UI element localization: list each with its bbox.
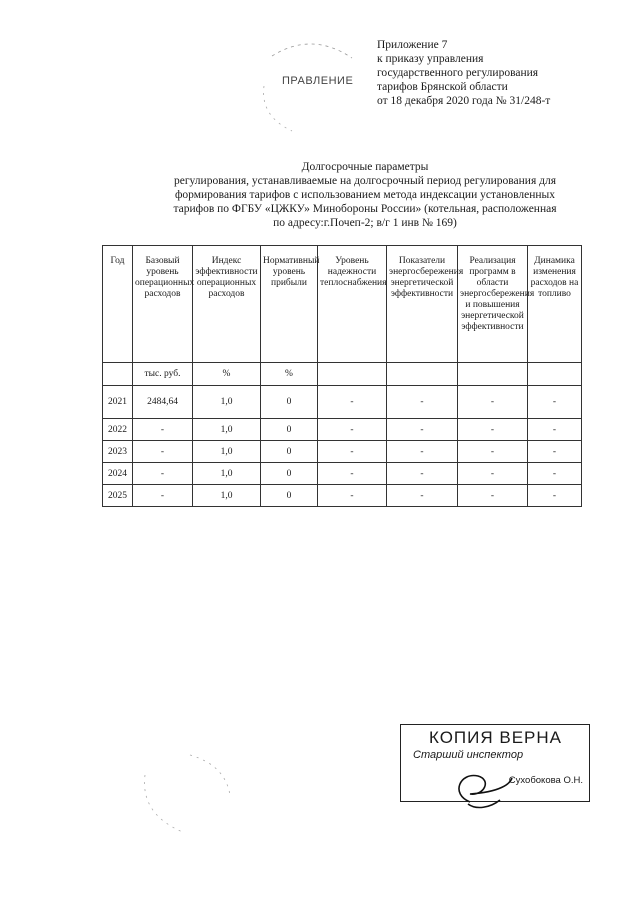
svg-text:ПРАВЛЕНИЕ: ПРАВЛЕНИЕ [282,75,354,87]
table-cell: 2024 [103,463,133,485]
parameters-table [102,245,582,507]
table-row [103,419,582,441]
table-cell: 0 [261,386,318,419]
header-line: к приказу управления [377,53,484,65]
table-cell: 2021 [103,386,133,419]
table-cell: - [387,441,458,463]
table-cell: - [528,419,582,441]
unit-cell: % [193,363,261,386]
header-line: Приложение 7 [377,39,448,51]
column-header: Динамика изменения расходов на топливо [528,246,582,363]
table-header-row [103,246,582,363]
column-header: Индекс эффективности операционных расходов [193,246,261,363]
table-row [103,463,582,485]
stamp-role: Старший инспектор [413,749,524,761]
table-cell: - [458,386,528,419]
table-cell: - [458,485,528,507]
column-header: Базовый уровень операционных расходов [133,246,193,363]
table-cell: 0 [261,485,318,507]
stamp-name: Сухобокова О.Н. [508,775,583,786]
title-line: регулирования, устанавливаемые на долгосрочный период регулирования для [173,175,556,187]
table-cell: 0 [261,463,318,485]
title-line: тарифов по ФГБУ «ЦЖКУ» Минобороны России» (котельная, расположенная [173,203,557,215]
table-cell: 1,0 [193,386,261,419]
table-cell: - [318,463,387,485]
units-row [103,363,582,386]
table-cell: 1,0 [193,441,261,463]
header-line: от 18 декабря 2020 года № 31/248-т [377,95,551,107]
table-cell: 1,0 [193,485,261,507]
table-cell: 2023 [103,441,133,463]
table-cell: - [387,463,458,485]
unit-cell [103,363,133,386]
seal-stamp-icon [252,36,372,136]
unit-cell [387,363,458,386]
table-cell: - [528,463,582,485]
unit-cell [318,363,387,386]
title-line: по адресу:г.Почеп-2; в/г 1 инв № 169) [273,217,457,229]
table-cell: - [318,441,387,463]
table-cell: - [528,441,582,463]
title-line: Долгосрочные параметры [301,161,429,173]
table-cell: - [458,419,528,441]
unit-cell [528,363,582,386]
table-cell: - [133,463,193,485]
column-header: Показатели энергосбережения энергетической эффективности [387,246,458,363]
table-cell: - [318,419,387,441]
table-cell: - [318,386,387,419]
table-cell: - [318,485,387,507]
document-title [130,160,600,230]
table-row [103,485,582,507]
table-row [103,441,582,463]
appendix-header [377,38,627,108]
table-cell: 2022 [103,419,133,441]
table-cell: 1,0 [193,419,261,441]
column-header: Уровень надежности теплоснабжения [318,246,387,363]
table-cell: - [133,441,193,463]
table-cell: - [387,419,458,441]
header-line: государственного регулирования [377,67,539,79]
table-cell: - [387,386,458,419]
faint-seal-icon [130,745,240,840]
column-header: Реализация программ в области энергосбережения и повышения энергетической эффективности [458,246,528,363]
table-cell: 0 [261,419,318,441]
table-cell: - [458,463,528,485]
table-cell: - [387,485,458,507]
column-header: Год [103,246,133,363]
header-line: тарифов Брянской области [377,81,508,93]
unit-cell: тыс. руб. [133,363,193,386]
column-header: Нормативный уровень прибыли [261,246,318,363]
stamp-title: КОПИЯ ВЕРНА [429,728,563,747]
table-cell: - [133,485,193,507]
unit-cell [458,363,528,386]
table-cell: - [528,386,582,419]
table-cell: - [458,441,528,463]
table-cell: 1,0 [193,463,261,485]
signature-icon [440,764,520,814]
table-cell: 2025 [103,485,133,507]
table-cell: - [528,485,582,507]
table-cell: - [133,419,193,441]
table-row [103,386,582,419]
table-cell: 2484,64 [133,386,193,419]
unit-cell: % [261,363,318,386]
title-line: формирования тарифов с использованием метода индексации установленных [174,189,556,201]
table-cell: 0 [261,441,318,463]
